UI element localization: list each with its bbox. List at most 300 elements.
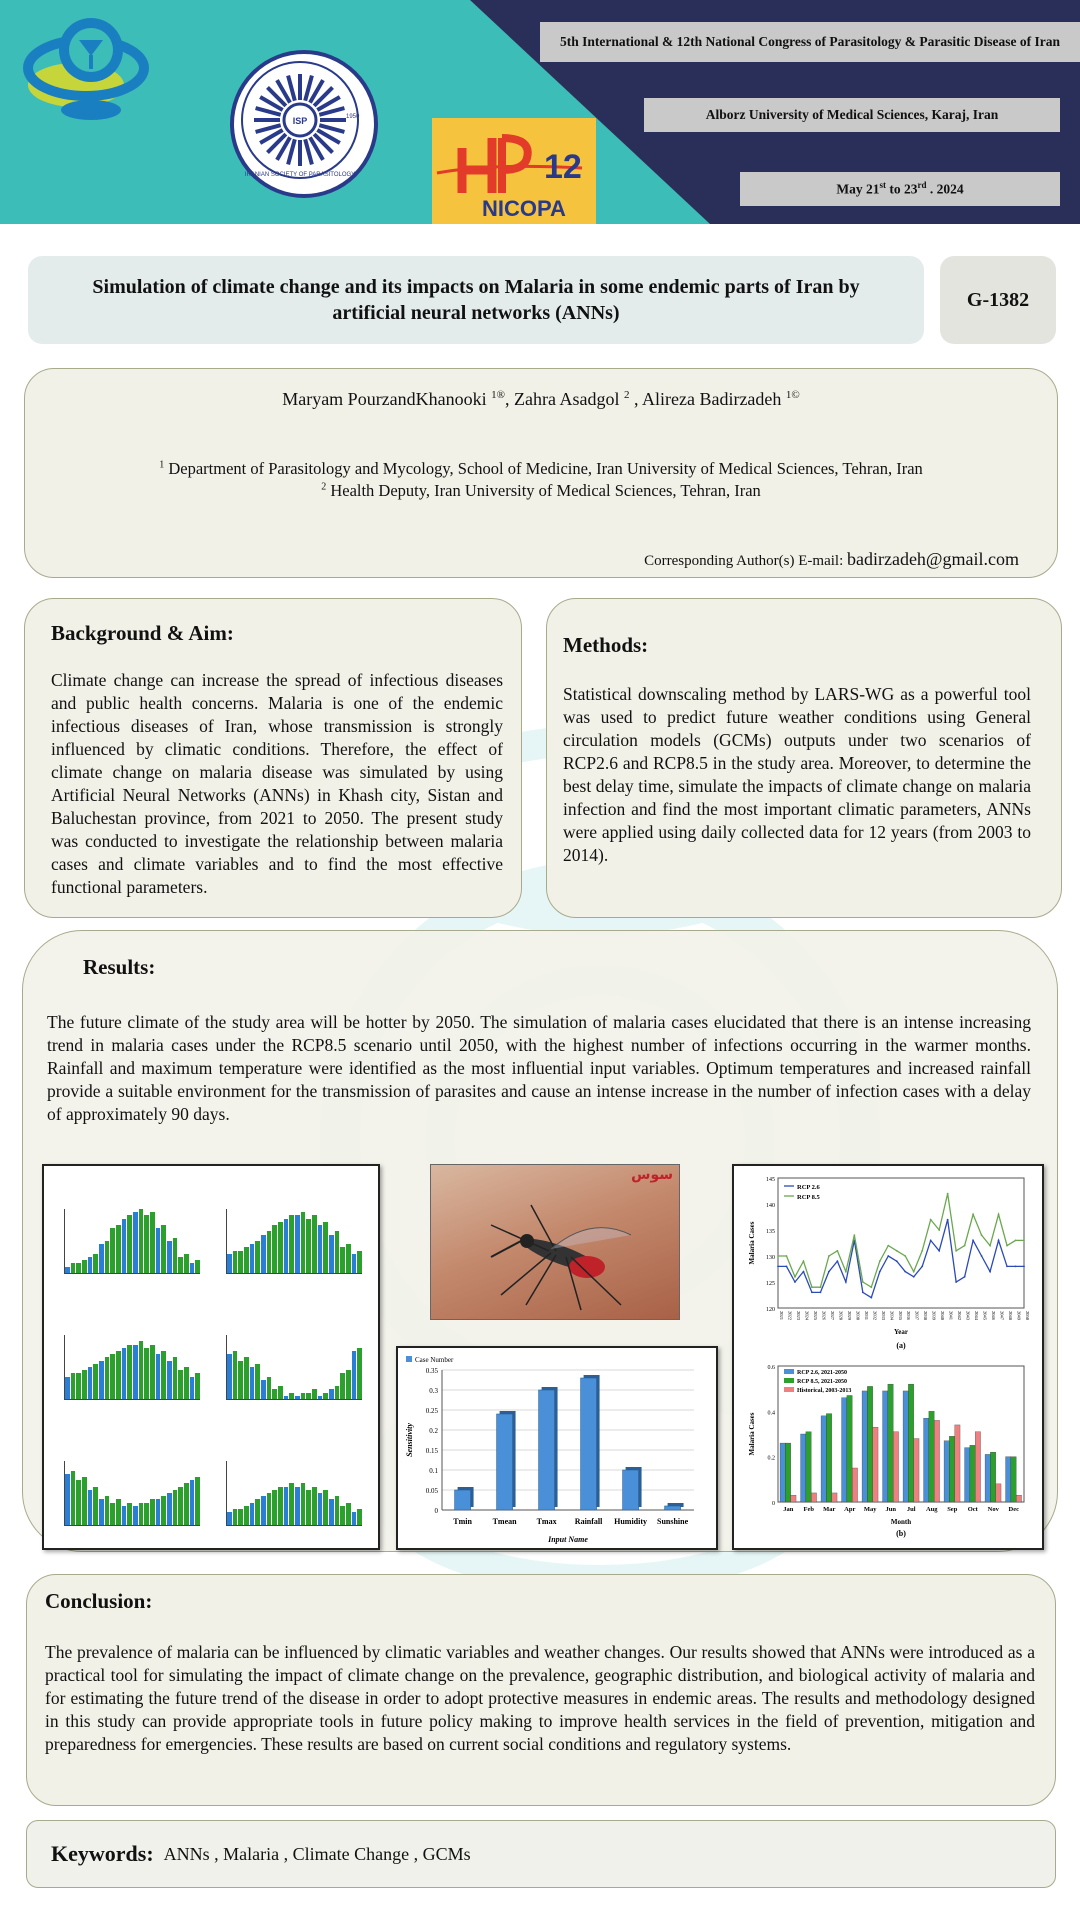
mini-bar	[178, 1370, 183, 1399]
mini-chart-bars	[226, 1461, 362, 1526]
bar	[821, 1416, 826, 1502]
x-tick-label: 2030	[855, 1311, 861, 1320]
mini-bar	[357, 1348, 362, 1399]
methods-heading: Methods:	[563, 633, 649, 657]
society-seal	[230, 50, 378, 198]
mini-bar	[116, 1499, 121, 1525]
mini-bar	[82, 1370, 87, 1399]
mini-bar	[233, 1509, 238, 1525]
mini-bar	[88, 1257, 93, 1273]
x-tick-label: 2040	[940, 1311, 946, 1320]
mini-bar	[190, 1377, 195, 1399]
data-point	[820, 1292, 822, 1294]
x-tick-label: Tmax	[536, 1517, 557, 1526]
bar	[990, 1452, 995, 1502]
mini-bar	[352, 1512, 357, 1525]
mini-bar	[295, 1487, 300, 1525]
mini-bar	[340, 1506, 345, 1525]
bar	[893, 1432, 898, 1502]
bar	[929, 1411, 934, 1502]
mini-bar	[195, 1260, 200, 1273]
y-tick-label: 120	[766, 1307, 775, 1313]
x-tick-label: 2043	[965, 1311, 971, 1320]
malaria-cases-figure	[732, 1164, 1044, 1550]
bar	[867, 1386, 872, 1502]
x-tick-label: 2049	[1016, 1311, 1022, 1320]
y-tick-label: 0.3	[429, 1387, 438, 1395]
data-point	[964, 1276, 966, 1278]
x-tick-label: 2025	[812, 1311, 818, 1320]
data-point	[947, 1219, 949, 1221]
data-point	[989, 1245, 991, 1247]
mini-bar	[99, 1244, 104, 1273]
mini-bar	[110, 1228, 115, 1273]
mini-bar	[167, 1361, 172, 1399]
mini-bar	[99, 1499, 104, 1525]
x-tick-label: 2041	[948, 1311, 954, 1320]
mini-bar	[295, 1215, 300, 1273]
mini-bar	[278, 1222, 283, 1273]
mini-bar	[144, 1503, 149, 1525]
x-tick-label: Apr	[844, 1506, 856, 1513]
mini-bar	[306, 1490, 311, 1525]
seal-ring-text: IRANIAN SOCIETY OF PARASITOLOGY	[244, 172, 356, 178]
mini-bar	[289, 1215, 294, 1273]
mini-bar	[173, 1357, 178, 1399]
mini-bar	[184, 1367, 189, 1399]
data-point	[870, 1286, 872, 1288]
mini-bar	[329, 1499, 334, 1525]
data-point	[938, 1250, 940, 1252]
mini-bar	[312, 1389, 317, 1399]
mini-bar	[352, 1351, 357, 1399]
mini-bar	[161, 1351, 166, 1399]
mini-climate-chart	[50, 1298, 206, 1412]
data-point	[777, 1255, 779, 1257]
x-tick-label: Sep	[947, 1506, 958, 1513]
keywords-label: Keywords:	[51, 1841, 154, 1866]
x-tick-label: Jun	[885, 1506, 896, 1513]
mini-chart-bars	[64, 1209, 200, 1274]
legend-label: Case Number	[415, 1356, 454, 1364]
mini-bar	[150, 1212, 155, 1273]
photo-watermark: سوس	[631, 1167, 673, 1183]
nicopa-text: NICOPA	[482, 196, 566, 221]
mini-bar	[352, 1254, 357, 1273]
results-heading: Results:	[83, 955, 156, 979]
bar	[883, 1391, 888, 1502]
seal-ray	[288, 76, 295, 101]
y-tick-label: 0.15	[425, 1447, 438, 1455]
seal-ray	[256, 108, 281, 115]
bar	[985, 1454, 990, 1502]
bar	[806, 1432, 811, 1502]
mini-bar	[227, 1354, 232, 1399]
mini-bar	[144, 1215, 149, 1273]
x-tick-label: 2034	[889, 1311, 895, 1320]
affiliation-2: $^2$ Health Deputy, Iran University of Medical Sciences, Tehran, Iran	[321, 481, 761, 500]
mini-bar	[340, 1373, 345, 1399]
mini-bar	[301, 1483, 306, 1525]
mini-bar	[323, 1393, 328, 1399]
mosquito-icon	[431, 1165, 679, 1319]
bar	[623, 1470, 639, 1510]
author-list: Maryam PourzandKhanooki $^{1®}$, Zahra Asadgol $^2$ , Alireza Badirzadeh $^{1©}$	[282, 389, 800, 409]
bar	[914, 1439, 919, 1502]
chart-caption: (b)	[896, 1529, 906, 1538]
bar	[944, 1441, 949, 1502]
mini-bar	[133, 1345, 138, 1399]
mini-bar	[144, 1348, 149, 1399]
mini-bar	[150, 1499, 155, 1525]
mini-bar	[267, 1377, 272, 1399]
mini-bar	[227, 1254, 232, 1273]
mini-bar	[122, 1219, 127, 1273]
mini-bar	[329, 1235, 334, 1273]
mini-bar	[272, 1389, 277, 1399]
x-tick-label: 2028	[838, 1311, 844, 1320]
x-tick-label: 2044	[974, 1311, 980, 1320]
mini-bar	[167, 1493, 172, 1525]
data-point	[981, 1234, 983, 1236]
bar	[847, 1395, 852, 1502]
mini-bar	[238, 1361, 243, 1399]
mini-bar	[227, 1512, 232, 1525]
x-tick-label: Rainfall	[574, 1517, 603, 1526]
bar	[1006, 1457, 1011, 1502]
bar	[924, 1418, 929, 1502]
data-point	[845, 1271, 847, 1273]
mini-bar	[127, 1503, 132, 1525]
x-tick-label: Feb	[803, 1506, 814, 1513]
data-point	[989, 1271, 991, 1273]
mini-bar	[93, 1364, 98, 1399]
bar	[832, 1493, 837, 1502]
y-tick-label: 0.25	[425, 1407, 438, 1415]
mini-chart-bars	[64, 1335, 200, 1400]
mini-bar	[250, 1367, 255, 1399]
x-tick-label: Oct	[967, 1506, 978, 1513]
series-line	[778, 1194, 1024, 1288]
mini-bar	[301, 1393, 306, 1399]
mini-bar	[250, 1244, 255, 1273]
mini-bar	[238, 1251, 243, 1273]
mini-bar	[272, 1225, 277, 1273]
malaria-line-chart	[734, 1166, 1042, 1356]
bar	[791, 1495, 796, 1502]
bar	[1011, 1457, 1016, 1502]
mini-bar	[255, 1364, 260, 1399]
seal-ray	[319, 125, 344, 132]
mini-bar	[88, 1367, 93, 1399]
methods-panel	[546, 598, 1062, 918]
x-tick-label: Tmean	[492, 1517, 517, 1526]
mini-bar	[156, 1354, 161, 1399]
bar	[873, 1427, 878, 1502]
data-point	[828, 1255, 830, 1257]
x-tick-label: 2033	[880, 1311, 886, 1320]
mini-bar	[346, 1244, 351, 1273]
congress-title: 5th International & 12th National Congress of Parasitology & Parasitic Disease of Iran	[540, 22, 1080, 62]
mini-bar	[244, 1357, 249, 1399]
y-tick-label: 0	[434, 1507, 438, 1515]
mini-bar	[173, 1238, 178, 1273]
nicopa-logo	[432, 118, 596, 224]
data-point	[862, 1292, 864, 1294]
bar	[497, 1414, 513, 1510]
mini-bar	[318, 1396, 323, 1399]
data-point	[836, 1250, 838, 1252]
x-tick-label: Jan	[783, 1506, 794, 1513]
bar	[801, 1434, 806, 1502]
data-point	[1015, 1240, 1017, 1242]
mini-bar	[312, 1215, 317, 1273]
mini-bar	[272, 1490, 277, 1525]
mini-bar	[110, 1354, 115, 1399]
data-point	[1015, 1266, 1017, 1268]
mini-bar	[99, 1361, 104, 1399]
x-tick-label: Aug	[925, 1506, 938, 1513]
conclusion-text: The prevalence of malaria can be influenced by climatic variables and weather changes. Our results showed that ANNs were introduced as a practical tool for simulating the impact of climate change on the prevalence, geographic distribution, and biological activity of malaria and for estimating the future trend of the disease in order to adopt protective measures in endemic areas. The results and methodology designed in this study can provide appropriate tools in future policy making to improve health services in the field of prevention, mitigation and preparedness for emergencies. These results are based on current social conditions and regulatory systems.	[45, 1642, 1035, 1754]
y-tick-label: 0.4	[767, 1410, 775, 1417]
seal-ray	[256, 125, 281, 132]
data-point	[870, 1297, 872, 1299]
mini-bar	[71, 1263, 76, 1273]
background-text: Climate change can increase the spread of infectious diseases and public health concerns. Malaria is one of the endemic infectious diseases of Iran, whose transmission is strongly influenced by climatic conditions. Therefore, the effect of climate change on malaria disease was simulated by using Artificial Neural Networks (ANNs) in Khash city, Sistan and Baluchestan province, from 2021 to 2050. The present study was conducted to investigate the relationship between malaria cases and climate variables and to find the most effective functional parameters.	[51, 670, 503, 897]
y-tick-label: 0.2	[767, 1455, 775, 1462]
y-tick-label: 135	[766, 1229, 775, 1235]
mini-bar	[110, 1503, 115, 1525]
mini-bar	[105, 1357, 110, 1399]
x-tick-label: 2027	[829, 1311, 835, 1320]
header-banner	[0, 0, 1080, 224]
sensitivity-chart	[398, 1348, 716, 1548]
mini-climate-chart	[212, 1172, 368, 1286]
bar	[888, 1384, 893, 1502]
x-tick-label: 2035	[897, 1311, 903, 1320]
mini-bar	[167, 1241, 172, 1273]
mini-chart-bars	[226, 1335, 362, 1400]
mini-bar	[71, 1373, 76, 1399]
x-axis-label: Input Name	[548, 1535, 588, 1544]
bar	[908, 1384, 913, 1502]
data-point	[794, 1281, 796, 1283]
x-tick-label: 2042	[957, 1311, 963, 1320]
x-tick-label: 2045	[982, 1311, 988, 1320]
data-point	[887, 1255, 889, 1257]
mini-bar	[127, 1215, 132, 1273]
mini-bar	[312, 1487, 317, 1525]
mini-bar	[156, 1228, 161, 1273]
legend-swatch	[784, 1378, 794, 1383]
x-tick-label: 2026	[821, 1311, 827, 1320]
email-label: Corresponding Author(s) E-mail:	[644, 553, 844, 569]
mini-bar	[76, 1373, 81, 1399]
mini-bar	[190, 1263, 195, 1273]
mini-bar	[289, 1393, 294, 1399]
bar	[975, 1432, 980, 1502]
data-point	[896, 1250, 898, 1252]
data-point	[904, 1255, 906, 1257]
legend-swatch	[784, 1387, 794, 1392]
email-address[interactable]: badirzadeh@gmail.com	[846, 549, 1019, 569]
mini-bar	[116, 1351, 121, 1399]
y-tick-label: 140	[766, 1203, 775, 1209]
mini-bar	[284, 1219, 289, 1273]
mini-bar	[173, 1490, 178, 1525]
bar	[539, 1390, 555, 1510]
mini-climate-chart	[212, 1298, 368, 1412]
mini-bar	[250, 1503, 255, 1525]
bar	[842, 1398, 847, 1502]
legend-label: RCP 2.6	[797, 1184, 820, 1191]
mini-bar	[244, 1506, 249, 1525]
data-point	[930, 1219, 932, 1221]
mini-bar	[139, 1209, 144, 1273]
university-name: Alborz University of Medical Sciences, Karaj, Iran	[644, 98, 1060, 132]
data-point	[981, 1255, 983, 1257]
x-tick-label: 2048	[1008, 1311, 1014, 1320]
bar	[785, 1443, 790, 1502]
x-tick-label: 2047	[999, 1311, 1005, 1320]
mini-bar	[65, 1267, 70, 1273]
bar	[852, 1468, 857, 1502]
legend-label: RCP 8.5, 2021-2050	[797, 1379, 847, 1385]
data-point	[896, 1260, 898, 1262]
x-tick-label: 2031	[863, 1311, 869, 1320]
data-point	[887, 1245, 889, 1247]
mini-bar	[82, 1260, 87, 1273]
poster-title: Simulation of climate change and its impacts on Malaria in some endemic parts of Iran by artificial neural networks (ANNs)	[92, 276, 860, 324]
mini-chart-bars	[64, 1461, 200, 1526]
poster-code: G-1382	[940, 256, 1056, 344]
congress-logo-icon	[16, 10, 166, 130]
data-point	[972, 1240, 974, 1242]
affiliation-1: $^1$ Department of Parasitology and Mycology, School of Medicine, Iran University of Medical Sciences, Tehran, Iran	[159, 459, 923, 478]
corresponding-author	[644, 549, 1019, 570]
mini-bar	[306, 1393, 311, 1399]
mini-bar	[323, 1490, 328, 1525]
mini-bar	[346, 1370, 351, 1399]
data-point	[930, 1240, 932, 1242]
bar	[826, 1414, 831, 1502]
mini-bar	[156, 1499, 161, 1525]
mini-bar	[289, 1483, 294, 1525]
mini-bar	[161, 1496, 166, 1525]
x-tick-label: Nov	[987, 1506, 999, 1513]
bar	[665, 1506, 681, 1510]
mini-bar	[65, 1474, 70, 1525]
legend-label: RCP 8.5	[797, 1194, 820, 1201]
mini-bar	[306, 1219, 311, 1273]
mini-bar	[71, 1471, 76, 1525]
chart-caption: (a)	[896, 1341, 906, 1350]
legend-label: RCP 2.6, 2021-2050	[797, 1370, 847, 1376]
data-point	[853, 1234, 855, 1236]
mini-bar	[357, 1509, 362, 1525]
x-tick-label: May	[863, 1506, 877, 1513]
mini-bar	[116, 1225, 121, 1273]
bar	[903, 1391, 908, 1502]
data-point	[964, 1245, 966, 1247]
mini-bar	[161, 1225, 166, 1273]
mini-bar	[335, 1386, 340, 1399]
data-point	[1006, 1266, 1008, 1268]
data-point	[998, 1240, 1000, 1242]
mini-bar	[346, 1503, 351, 1525]
x-tick-label: 2038	[923, 1311, 929, 1320]
data-point	[803, 1260, 805, 1262]
data-point	[786, 1266, 788, 1268]
x-tick-label: Humidity	[614, 1517, 648, 1526]
seal-ray	[305, 139, 312, 164]
data-point	[938, 1229, 940, 1231]
mini-bar	[190, 1480, 195, 1525]
bar	[1016, 1495, 1021, 1502]
mini-bar	[82, 1477, 87, 1525]
bar	[780, 1443, 785, 1502]
mini-bar	[65, 1377, 70, 1399]
data-point	[879, 1271, 881, 1273]
data-point	[803, 1271, 805, 1273]
data-point	[904, 1271, 906, 1273]
bar	[949, 1436, 954, 1502]
y-tick-label: 0	[772, 1501, 775, 1507]
mini-bar	[105, 1496, 110, 1525]
y-axis-label: Malaria Cases	[748, 1412, 756, 1456]
mini-bar	[323, 1222, 328, 1273]
sensitivity-chart-figure	[396, 1346, 718, 1550]
x-tick-label: Sunshine	[657, 1517, 689, 1526]
data-point	[836, 1260, 838, 1262]
legend-swatch	[406, 1356, 412, 1362]
x-tick-label: 2037	[914, 1311, 920, 1320]
seal-ray	[305, 76, 312, 101]
bar	[862, 1391, 867, 1502]
data-point	[845, 1281, 847, 1283]
mini-bar	[178, 1487, 183, 1525]
x-axis-label: Year	[894, 1328, 908, 1336]
x-tick-label: 2050	[1025, 1311, 1030, 1320]
mini-bar	[340, 1247, 345, 1273]
data-point	[862, 1281, 864, 1283]
data-point	[811, 1286, 813, 1288]
mini-climate-chart	[50, 1424, 206, 1538]
mini-bar	[335, 1231, 340, 1273]
conclusion-heading: Conclusion:	[45, 1589, 153, 1613]
data-point	[794, 1276, 796, 1278]
data-point	[921, 1250, 923, 1252]
mini-bar	[267, 1493, 272, 1525]
y-tick-label: 145	[766, 1177, 775, 1183]
x-axis-label: Month	[890, 1518, 912, 1526]
seal-ray	[319, 108, 344, 115]
x-tick-label: 2023	[795, 1311, 801, 1320]
keywords-panel	[26, 1820, 1056, 1888]
climate-charts-figure	[42, 1164, 380, 1550]
congress-date: May 21st to 23rd . 2024	[740, 172, 1060, 206]
x-tick-label: 2046	[991, 1311, 997, 1320]
mini-bar	[93, 1487, 98, 1525]
authors-panel	[24, 368, 1058, 578]
mini-bar	[244, 1247, 249, 1273]
mini-bar	[195, 1477, 200, 1525]
mini-bar	[278, 1487, 283, 1525]
x-tick-label: Jul	[906, 1506, 916, 1513]
y-tick-label: 125	[766, 1281, 775, 1287]
data-point	[811, 1292, 813, 1294]
mini-bar	[255, 1241, 260, 1273]
